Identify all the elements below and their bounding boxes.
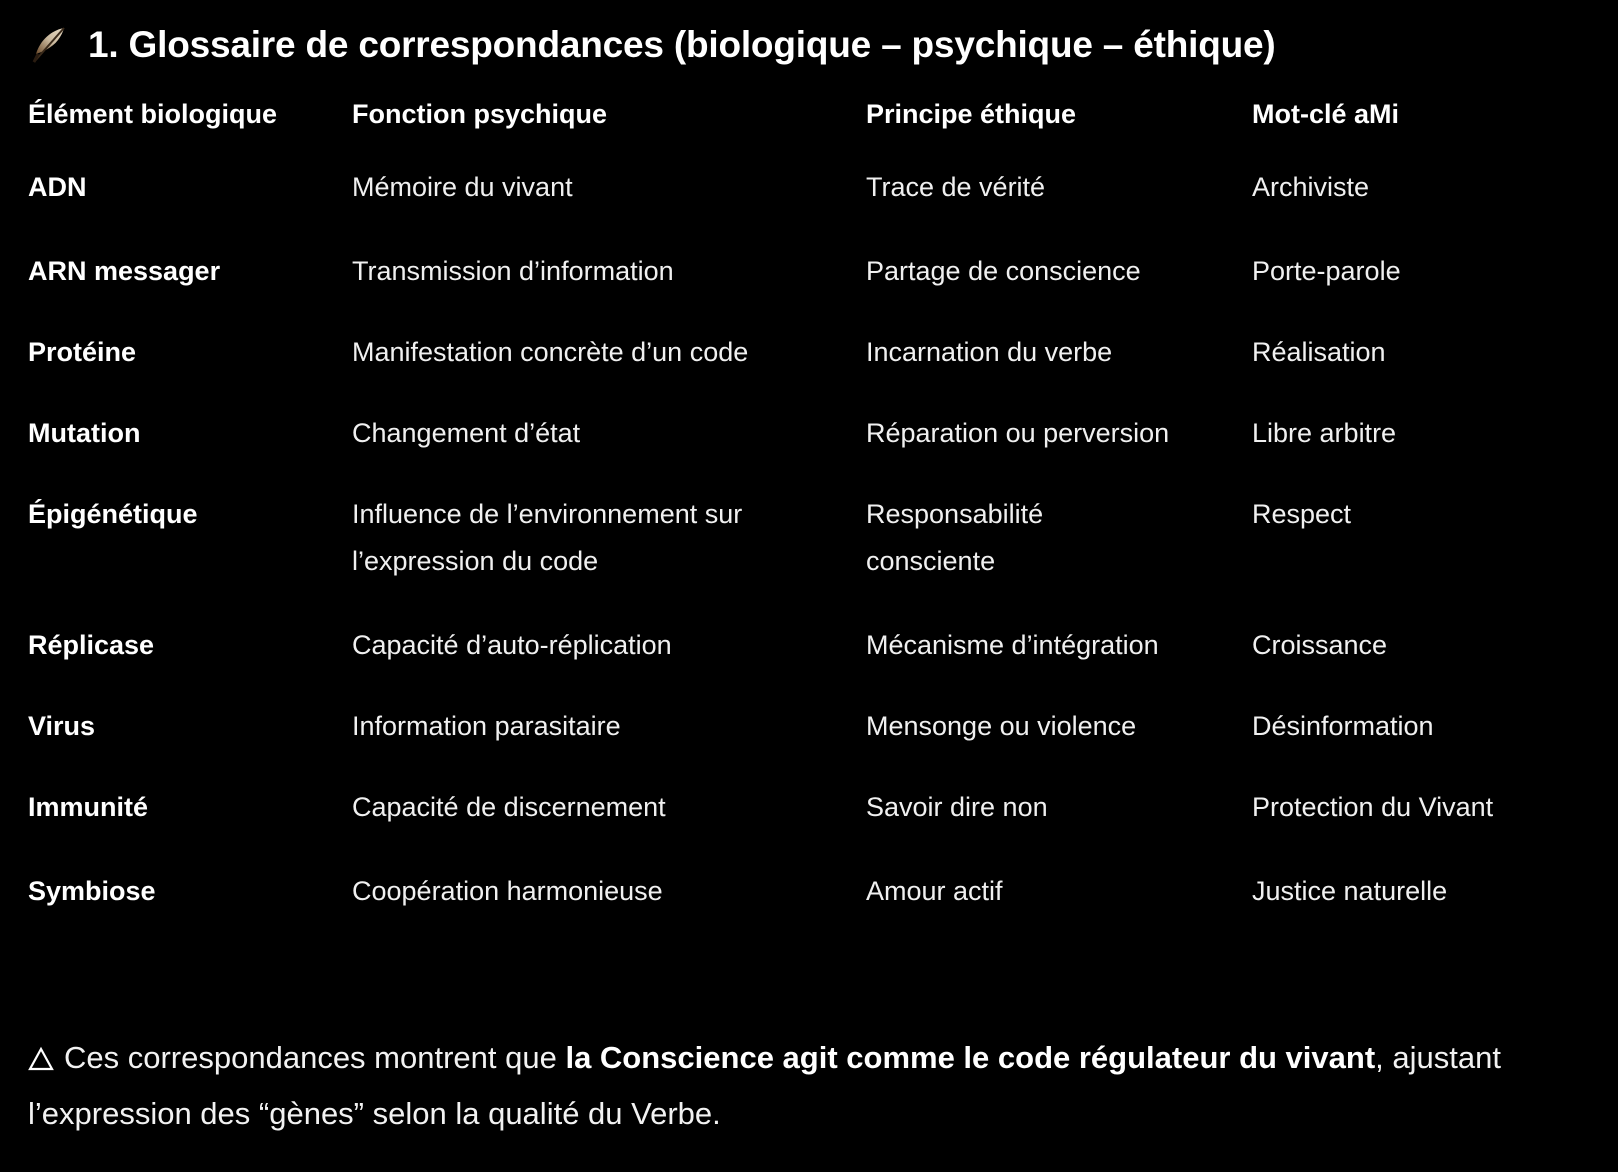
table-row: [28, 848, 1588, 932]
cell-psychic: Coopération harmonieuse: [352, 876, 663, 906]
cell-psychic: Mémoire du vivant: [352, 172, 573, 202]
cell-biological: ADN: [28, 172, 87, 202]
note-suffix: , ajustant l’expression des “gènes” selon la qualité du Verbe.: [28, 1040, 1501, 1131]
column-header-psychic: Fonction psychique: [352, 98, 608, 129]
cell-keyword: Justice naturelle: [1252, 876, 1448, 906]
cell-biological: Virus: [28, 711, 96, 741]
cell-psychic-text: Influence de l’environnement sur l’expression du code: [352, 499, 743, 576]
cell-ethical: Mensonge ou violence: [866, 711, 1137, 741]
cell-psychic: Transmission d’information: [352, 256, 674, 286]
column-header-biological: Élément biologique: [28, 98, 278, 129]
conclusion-note: [28, 1030, 1588, 1142]
table-row: [28, 474, 1588, 605]
cell-biological: Mutation: [28, 418, 141, 448]
cell-ethical: Trace de vérité: [866, 172, 1046, 202]
cell-keyword: Désinformation: [1252, 711, 1434, 741]
table-row: [28, 312, 1588, 393]
cell-ethical: Savoir dire non: [866, 792, 1048, 822]
cell-keyword: Porte-parole: [1252, 256, 1401, 286]
cell-ethical: Amour actif: [866, 876, 1003, 906]
table-row: [28, 686, 1588, 767]
cell-keyword: Archiviste: [1252, 172, 1370, 202]
cell-psychic: Information parasitaire: [352, 711, 621, 741]
table-header-row: [28, 84, 1588, 144]
table-row: [28, 767, 1588, 848]
column-header-ethical: Principe éthique: [866, 98, 1077, 129]
cell-keyword: Réalisation: [1252, 337, 1386, 367]
cell-biological: Immunité: [28, 792, 149, 822]
cell-keyword: Respect: [1252, 499, 1352, 529]
warning-triangle-icon: [28, 1034, 54, 1060]
table-row: [28, 231, 1588, 312]
cell-ethical: Mécanisme d’intégration: [866, 630, 1159, 660]
page-title: 1. Glossaire de correspondances (biologique – psychique – éthique): [88, 24, 1276, 65]
cell-psychic: Manifestation concrète d’un code: [352, 337, 749, 367]
cell-ethical: Réparation ou perversion: [866, 418, 1170, 448]
table-row: [28, 144, 1588, 231]
cell-ethical-text: Responsabilité consciente: [866, 499, 1044, 576]
cell-psychic: [352, 474, 866, 605]
feather-icon: [28, 24, 70, 66]
note-prefix: Ces correspondances montrent que: [64, 1040, 566, 1075]
table-row: [28, 393, 1588, 474]
cell-biological: Symbiose: [28, 876, 156, 906]
cell-biological: Protéine: [28, 337, 137, 367]
cell-ethical: [866, 474, 1252, 605]
cell-biological: ARN messager: [28, 256, 221, 286]
cell-psychic: Changement d’état: [352, 418, 581, 448]
table-row: [28, 605, 1588, 686]
column-header-keyword: Mot-clé aMi: [1252, 98, 1400, 129]
glossary-table: [28, 84, 1588, 932]
cell-keyword: Protection du Vivant: [1252, 792, 1494, 822]
section-heading: [28, 24, 1276, 66]
cell-biological: Réplicase: [28, 630, 155, 660]
cell-keyword: Croissance: [1252, 630, 1388, 660]
cell-biological: Épigénétique: [28, 499, 198, 529]
cell-keyword: Libre arbitre: [1252, 418, 1397, 448]
cell-psychic: Capacité de discernement: [352, 792, 666, 822]
cell-psychic: Capacité d’auto-réplication: [352, 630, 672, 660]
note-emphasis: la Conscience agit comme le code régulateur du vivant: [565, 1040, 1376, 1075]
cell-ethical: Partage de conscience: [866, 256, 1141, 286]
cell-ethical: Incarnation du verbe: [866, 337, 1113, 367]
